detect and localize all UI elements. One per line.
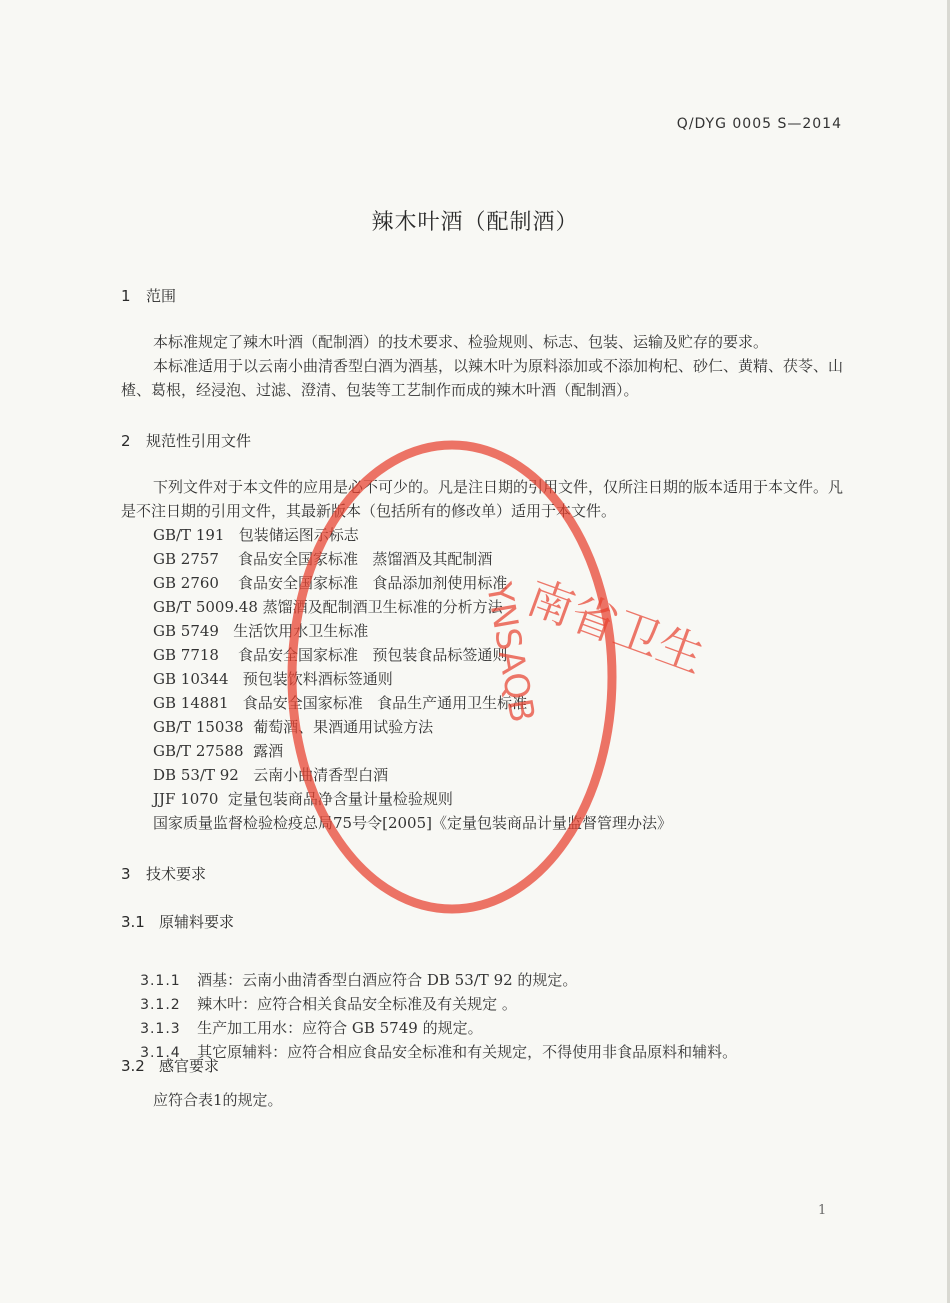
clause-text: 生产加工用水：应符合 GB 5749 的规定。 (197, 1019, 483, 1037)
section-number: 1 (121, 287, 131, 305)
reference-item: GB/T 191 包装储运图示标志 (153, 526, 359, 544)
section-number: 3 (121, 865, 131, 883)
section-3-1-heading (121, 911, 234, 932)
clause-text: 其它原辅料：应符合相应食品安全标准和有关规定，不得使用非食品原料和辅料。 (197, 1043, 738, 1061)
clause-number: 3.1.3 (140, 1021, 181, 1037)
clause-text: 酒基：云南小曲清香型白酒应符合 DB 53/T 92 的规定。 (197, 971, 578, 989)
normative-intro: 下列文件对于本文件的应用是必不可少的。凡是注日期的引用文件，仅所注日期的版本适用于本文件。凡是不注日期的引用文件，其最新版本（包括所有的修改单）适用于本文件。 (121, 478, 844, 520)
clause-text: 辣木叶：应符合相关食品安全标准及有关规定 。 (197, 995, 517, 1013)
scope-paragraph-2: 本标准适用于以云南小曲清香型白酒为酒基，以辣木叶为原料添加或不添加枸杞、砂仁、黄精、茯苓、山楂、葛根，经浸泡、过滤、澄清、包装等工艺制作而成的辣木叶酒（配制酒）。 (121, 357, 844, 399)
section-title: 原辅料要求 (159, 913, 235, 931)
clause-number: 3.1.4 (140, 1045, 181, 1061)
reference-item: GB 14881 食品安全国家标准 食品生产通用卫生标准 (153, 694, 528, 712)
reference-item: DB 53/T 92 云南小曲清香型白酒 (153, 766, 389, 784)
clause-number: 3.1.1 (140, 973, 181, 989)
sensory-requirement-text: 应符合表1的规定。 (153, 1091, 283, 1109)
section-title: 感官要求 (159, 1057, 220, 1075)
section-number: 3.2 (121, 1057, 145, 1075)
section-3-heading (121, 863, 206, 884)
page-number: 1 (818, 1203, 827, 1218)
reference-item: GB 5749 生活饮用水卫生标准 (153, 622, 369, 640)
reference-item: GB/T 27588 露酒 (153, 742, 284, 760)
reference-item: GB 2757 食品安全国家标准 蒸馏酒及其配制酒 (153, 550, 493, 568)
section-1-heading (121, 285, 176, 306)
reference-item: GB 7718 食品安全国家标准 预包装食品标签通则 (153, 646, 508, 664)
section-number: 3.1 (121, 913, 145, 931)
reference-item: GB 10344 预包装饮料酒标签通则 (153, 670, 393, 688)
seal-outer-text: 南省卫生 (520, 569, 712, 684)
section-title: 范围 (146, 287, 177, 305)
section-title: 技术要求 (146, 865, 207, 883)
reference-item: 国家质量监督检验检疫总局75号令[2005]《定量包装商品计量监督管理办法》 (153, 814, 672, 832)
clause-number: 3.1.2 (140, 997, 181, 1013)
reference-item: JJF 1070 定量包装商品净含量计量检验规则 (153, 790, 453, 808)
scope-paragraph-1: 本标准规定了辣木叶酒（配制酒）的技术要求、检验规则、标志、包装、运输及贮存的要求。 (153, 333, 769, 351)
clause-item (121, 1016, 737, 1089)
seal-inner-text: YNSAQB (478, 579, 543, 726)
section-number: 2 (121, 432, 131, 450)
reference-item: GB 2760 食品安全国家标准 食品添加剂使用标准 (153, 574, 508, 592)
section-3-2-heading (121, 1055, 219, 1076)
standard-code: Q/DYG 0005 S—2014 (676, 116, 842, 132)
reference-item: GB/T 5009.48 蒸馏酒及配制酒卫生标准的分析方法 (153, 598, 503, 616)
section-2-heading (121, 430, 251, 451)
section-title: 规范性引用文件 (146, 432, 252, 450)
reference-item: GB/T 15038 葡萄酒、果酒通用试验方法 (153, 718, 434, 736)
document-title: 辣木叶酒（配制酒） (371, 210, 579, 235)
